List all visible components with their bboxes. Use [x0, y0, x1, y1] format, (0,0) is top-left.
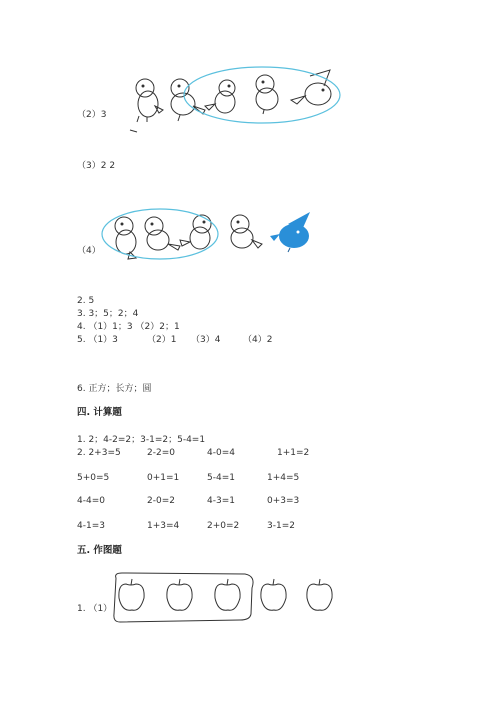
calc-cell: 0+1=1 [147, 473, 180, 483]
calc-cell: 4-3=1 [207, 496, 235, 506]
calc-cell: 0+3=3 [267, 496, 300, 506]
calc-line-1: 1. 2；4-2=2；3-1=2；5-4=1 [77, 435, 206, 445]
apple-icon [119, 579, 144, 610]
answer-5-2: （2）1 [147, 335, 177, 345]
calc-cell: 1+1=2 [277, 448, 310, 458]
apple-icon [307, 579, 332, 610]
answer-4: 4. （1）1；3 （2）2；1 [77, 322, 180, 332]
answer-3: 3. 3；5；2；4 [77, 309, 139, 319]
calc-cell: 4-4=0 [77, 496, 105, 506]
bird-5-icon [291, 70, 331, 105]
answer-5-4: （4）2 [243, 335, 273, 345]
q4-answer: （4） [77, 246, 101, 256]
apples-illustration [110, 570, 345, 628]
bird-1-icon [136, 79, 163, 122]
grouping-outline [114, 573, 253, 622]
answer-5-3: （3）4 [191, 335, 221, 345]
answer-5-1: 5. （1）3 [77, 335, 118, 345]
birds-illustration-top [125, 66, 345, 138]
calc-line-2: 2. 2+3=5 [77, 448, 121, 458]
calc-cell: 2-2=0 [147, 448, 175, 458]
calc-cell: 5+0=5 [77, 473, 110, 483]
answer-2: 2. 5 [77, 296, 95, 306]
calc-cell: 1+3=4 [147, 521, 180, 531]
calc-cell: 1+4=5 [267, 473, 300, 483]
bird-4-icon [256, 75, 278, 114]
draw-answer-label: 1. （1） [77, 604, 113, 614]
birds-illustration-bottom [100, 206, 320, 268]
calc-cell: 2-0=2 [147, 496, 175, 506]
bird-8-icon [180, 215, 211, 249]
bird-3-icon [205, 80, 235, 113]
blue-bird-icon [270, 212, 310, 252]
apple-icon [167, 579, 192, 610]
bird-9-icon [231, 215, 262, 248]
calc-cell: 5-4=1 [207, 473, 235, 483]
calc-cell: 4-1=3 [77, 521, 105, 531]
q3-answer: （3）2 2 [77, 161, 116, 171]
calc-cell: 3-1=2 [267, 521, 295, 531]
calc-cell: 4-0=4 [207, 448, 235, 458]
section-4-title: 四. 计算题 [77, 407, 122, 418]
section-5-title: 五. 作图题 [77, 545, 122, 556]
apple-icon [215, 579, 240, 610]
q2-answer: （2）3 [77, 110, 107, 120]
calc-cell: 2+0=2 [207, 521, 240, 531]
apple-icon [261, 579, 286, 610]
answer-6: 6. 正方；长方；圆 [77, 384, 152, 394]
bird-6-icon [115, 217, 136, 259]
bird-7-icon [145, 217, 180, 250]
